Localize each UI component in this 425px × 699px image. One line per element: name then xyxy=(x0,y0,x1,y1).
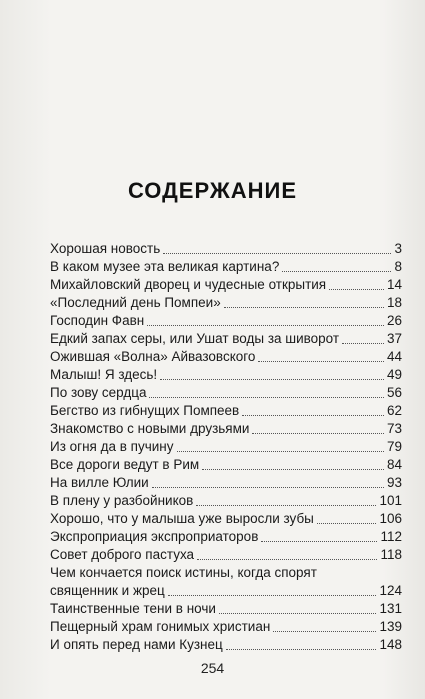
toc-entry-page: 124 xyxy=(379,583,402,598)
dot-leader xyxy=(273,631,376,632)
toc-entry-title: В плену у разбойников xyxy=(50,493,194,508)
toc-entry-title: Чем кончается поиск истины, когда спорят xyxy=(50,565,317,580)
toc-entry xyxy=(50,492,402,510)
toc-entry xyxy=(50,528,402,546)
toc-entry xyxy=(50,546,402,564)
toc-entry-title: Ожившая «Волна» Айвазовского xyxy=(50,349,256,364)
table-of-contents xyxy=(50,240,402,654)
toc-entry-title: Экспроприация экспроприаторов xyxy=(50,529,259,544)
toc-entry xyxy=(50,564,402,600)
toc-entry-title: Хорошая новость xyxy=(50,241,161,256)
dot-leader xyxy=(197,559,377,560)
toc-entry-title: Хорошо, что у малыша уже выросли зубы xyxy=(50,511,314,526)
toc-entry-title: Из огня да в пучину xyxy=(50,439,174,454)
dot-leader xyxy=(196,505,376,506)
toc-entry-page: 148 xyxy=(379,637,402,652)
dot-leader xyxy=(317,523,377,524)
toc-entry-title: Пещерный храм гонимых христиан xyxy=(50,619,271,634)
toc-entry-page: 8 xyxy=(394,259,402,274)
toc-entry xyxy=(50,618,402,636)
dot-leader xyxy=(282,271,391,272)
toc-entry-page: 14 xyxy=(386,277,402,292)
dot-leader xyxy=(168,595,377,596)
dot-leader xyxy=(242,415,384,416)
toc-entry-title: На вилле Юлии xyxy=(50,475,149,490)
toc-entry xyxy=(50,366,402,384)
toc-entry-title: В каком музее эта великая картина? xyxy=(50,259,280,274)
toc-entry xyxy=(50,384,402,402)
toc-entry xyxy=(50,240,402,258)
page-number: 254 xyxy=(200,660,225,676)
dot-leader xyxy=(261,541,377,542)
toc-entry-page: 112 xyxy=(380,529,402,544)
toc-entry-page: 139 xyxy=(379,619,402,634)
toc-entry-page: 26 xyxy=(386,313,402,328)
dot-leader xyxy=(224,307,384,308)
dot-leader xyxy=(202,469,384,470)
toc-entry-page: 3 xyxy=(394,241,402,256)
dot-leader xyxy=(147,325,384,326)
toc-entry xyxy=(50,294,402,312)
toc-entry-title: Господин Фавн xyxy=(50,313,145,328)
toc-entry-page: 106 xyxy=(379,511,402,526)
toc-entry xyxy=(50,330,402,348)
dot-leader xyxy=(226,649,377,650)
toc-entry xyxy=(50,600,402,618)
toc-entry-title: И опять перед нами Кузнец xyxy=(50,637,223,652)
toc-entry-page: 118 xyxy=(380,547,402,562)
toc-entry-title: Михайловский дворец и чудесные открытия xyxy=(50,277,327,292)
toc-entry-title: Совет доброго пастуха xyxy=(50,547,195,562)
toc-entry-page: 73 xyxy=(386,421,402,436)
toc-entry-title-cont: священник и жрец xyxy=(50,583,165,598)
dot-leader xyxy=(177,451,384,452)
toc-entry xyxy=(50,348,402,366)
toc-entry-title: Знакомство с новыми друзьями xyxy=(50,421,250,436)
toc-entry-title: Таинственные тени в ночи xyxy=(50,601,216,616)
toc-entry-title: Малыш! Я здесь! xyxy=(50,367,158,382)
dot-leader xyxy=(329,289,384,290)
toc-entry-title: Все дороги ведут в Рим xyxy=(50,457,200,472)
toc-entry-page: 37 xyxy=(386,331,402,346)
toc-entry-page: 93 xyxy=(386,475,402,490)
dot-leader xyxy=(163,253,391,254)
toc-entry-page: 49 xyxy=(386,367,402,382)
dot-leader xyxy=(258,361,384,362)
toc-entry-page: 101 xyxy=(379,493,402,508)
toc-entry-page: 56 xyxy=(386,385,402,400)
toc-entry-page: 44 xyxy=(386,349,402,364)
dot-leader xyxy=(219,613,377,614)
dot-leader xyxy=(152,487,384,488)
toc-entry-page: 131 xyxy=(379,601,402,616)
toc-entry xyxy=(50,402,402,420)
dot-leader xyxy=(252,433,384,434)
toc-entry-page: 84 xyxy=(386,457,402,472)
toc-entry-title: «Последний день Помпеи» xyxy=(50,295,221,310)
dot-leader xyxy=(149,397,384,398)
toc-title: СОДЕРЖАНИЕ xyxy=(127,178,298,203)
toc-entry xyxy=(50,276,402,294)
bleed-through-text xyxy=(60,0,380,170)
toc-entry-page: 62 xyxy=(386,403,402,418)
toc-entry-title: Едкий запах серы, или Ушат воды за шиворот xyxy=(50,331,340,346)
toc-entry xyxy=(50,474,402,492)
toc-entry xyxy=(50,510,402,528)
toc-entry-page: 18 xyxy=(386,295,402,310)
dot-leader xyxy=(160,379,384,380)
dot-leader xyxy=(342,343,384,344)
toc-entry xyxy=(50,420,402,438)
toc-entry xyxy=(50,312,402,330)
toc-entry xyxy=(50,456,402,474)
toc-entry xyxy=(50,438,402,456)
toc-entry-title: Бегство из гибнущих Помпеев xyxy=(50,403,240,418)
toc-entry xyxy=(50,258,402,276)
toc-entry xyxy=(50,636,402,654)
toc-entry-page: 79 xyxy=(386,439,402,454)
toc-entry-title: По зову сердца xyxy=(50,385,147,400)
